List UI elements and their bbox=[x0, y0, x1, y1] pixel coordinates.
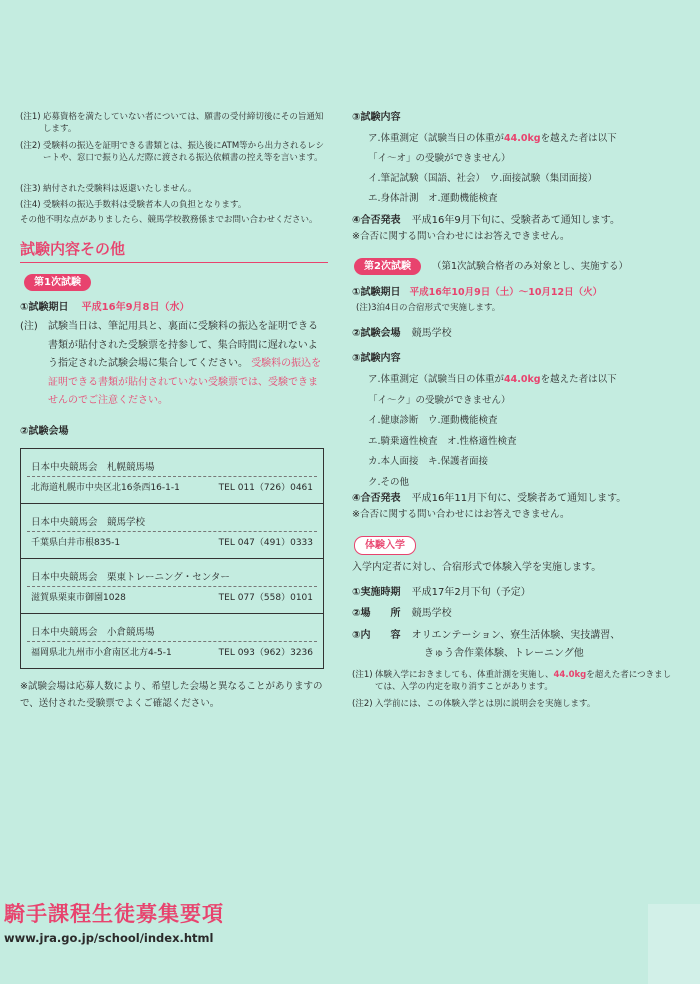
content1-list bbox=[368, 129, 668, 209]
venue2: ②試験会場 競馬学校 bbox=[352, 328, 452, 339]
result1: ④合否発表 平成16年9月下旬に、受験者あて通知します。 bbox=[352, 215, 620, 226]
list-item: ク.その他 bbox=[368, 476, 410, 488]
note-2: (注2) 受験料の振込を証明できる書類とは、振込後にATM等から出力されるレシートや、窓口で振り込んだ際に渡される振込依頼書の控え等を言います。 bbox=[20, 141, 324, 163]
exam-note-warning: 受験料の振込を証明できる書類が貼付されていない受験票では、受験できませんのでご注意ください。 bbox=[48, 358, 322, 406]
list-item: 「イ～オ」の受験ができません） bbox=[368, 153, 511, 164]
divider bbox=[27, 531, 317, 532]
exam-note: (注) 試験当日は、筆記用具と、裏面に受験料の振込を証明できる書類が貼付された受験票を持参して、集合時間に遅れないよう指定された試験会場に集合してください。 受験料の振込を証明できる書類が貼付されていない受験票では、受験できませんのでご注意ください。 bbox=[20, 321, 322, 406]
result1-note: ※合否に関する問い合わせにはお答えできません。 bbox=[352, 231, 570, 242]
list-item: ア.体重測定（試験当日の体重が44.0kgを越えた者は以下 bbox=[368, 374, 617, 385]
section-title: 試験内容その他 bbox=[20, 238, 328, 263]
venue-row: 日本中央競馬会 小倉競馬場 福岡県北九州市小倉南区北方4-5-1 TEL 093（962）3236 bbox=[21, 614, 323, 668]
venue-row: 日本中央競馬会 栗東トレーニング・センター 滋賀県栗東市御園1028 TEL 077（558）0101 bbox=[21, 559, 323, 614]
trial-pill: 体験入学 bbox=[354, 536, 416, 555]
venue-row: 日本中央競馬会 競馬学校 千葉県白井市根835-1 TEL 047（491）0333 bbox=[21, 504, 323, 559]
note-3: (注3) 納付された受験料は返還いたしません。 bbox=[20, 184, 197, 194]
date2: ①試験期日 平成16年10月9日（土）～10月12日（火） bbox=[352, 287, 603, 298]
contact-note: その他不明な点がありましたら、競馬学校教務係までお問い合わせください。 bbox=[20, 215, 318, 225]
content2-list bbox=[368, 370, 668, 493]
second-exam-desc: （第1次試験合格者のみ対象とし、実施する） bbox=[432, 261, 629, 272]
second-exam-pill: 第2次試験 bbox=[354, 258, 421, 275]
date2-note: (注)3泊4日の合宿形式で実施します。 bbox=[356, 303, 501, 313]
note-1: (注1) 応募資格を満たしていない者については、願書の受付締切後にその旨通知します。 bbox=[20, 112, 324, 134]
venue-row: 日本中央競馬会 札幌競馬場 北海道札幌市中央区北16条西16-1-1 TEL 011（726）0461 bbox=[21, 449, 323, 504]
list-item: 「イ～ク」の受験ができません） bbox=[368, 394, 511, 406]
trial-place: ②場 所 競馬学校 bbox=[352, 608, 452, 619]
list-item: イ.筆記試験（国語、社会） ウ.面接試験（集団面接） bbox=[368, 173, 598, 184]
trial-note-1: (注1) 体験入学におきましても、体重計測を実施し、44.0kgを超えた者につきましては、入学の内定を取り消すことがあります。 bbox=[352, 670, 672, 692]
footer-url[interactable]: www.jra.go.jp/school/index.html bbox=[4, 931, 214, 945]
trial-note-2: (注2) 入学前には、この体験入学とは別に説明会を実施します。 bbox=[352, 699, 596, 709]
trial-intro: 入学内定者に対し、合宿形式で体験入学を実施します。 bbox=[352, 562, 602, 573]
list-item: ア.体重測定（試験当日の体重が44.0kgを越えた者は以下 bbox=[368, 133, 617, 144]
venue-label: ②試験会場 bbox=[20, 426, 69, 437]
note-4: (注4) 受験料の振込手数料は受験者本人の負担となります。 bbox=[20, 200, 247, 210]
list-item: カ.本人面接 キ.保護者面接 bbox=[368, 456, 489, 467]
content1-head: ③試験内容 bbox=[352, 112, 401, 123]
trial-content-2: きゅう舎作業体験、トレーニング他 bbox=[424, 648, 584, 659]
divider bbox=[27, 586, 317, 587]
list-item: エ.身体計測 オ.運動機能検査 bbox=[368, 193, 498, 204]
list-item: イ.健康診断 ウ.運動機能検査 bbox=[368, 415, 498, 426]
venue-note: ※試験会場は応募人数により、希望した会場と異なることがありますので、送付された受験票でよくご確認ください。 bbox=[20, 681, 323, 709]
content2-head: ③試験内容 bbox=[352, 353, 401, 364]
list-item: エ.騎乗適性検査 オ.性格適性検査 bbox=[368, 435, 517, 447]
page-fold-shadow bbox=[648, 904, 700, 984]
result2-note: ※合否に関する問い合わせにはお答えできません。 bbox=[352, 509, 570, 520]
trial-content: ③内 容 オリエンテーション、寮生活体験、実技講習、 bbox=[352, 630, 621, 641]
trial-time: ①実施時期 平成17年2月下旬（予定） bbox=[352, 587, 531, 598]
first-exam-pill: 第1次試験 bbox=[24, 274, 91, 291]
result2: ④合否発表 平成16年11月下旬に、受験者あて通知します。 bbox=[352, 493, 627, 504]
divider bbox=[27, 476, 317, 477]
exam-date: ①試験期日 平成16年9月8日（水） bbox=[20, 302, 190, 313]
divider bbox=[27, 641, 317, 642]
venue-table bbox=[20, 448, 324, 669]
footer-title: 騎手課程生徒募集要項 bbox=[4, 902, 224, 926]
